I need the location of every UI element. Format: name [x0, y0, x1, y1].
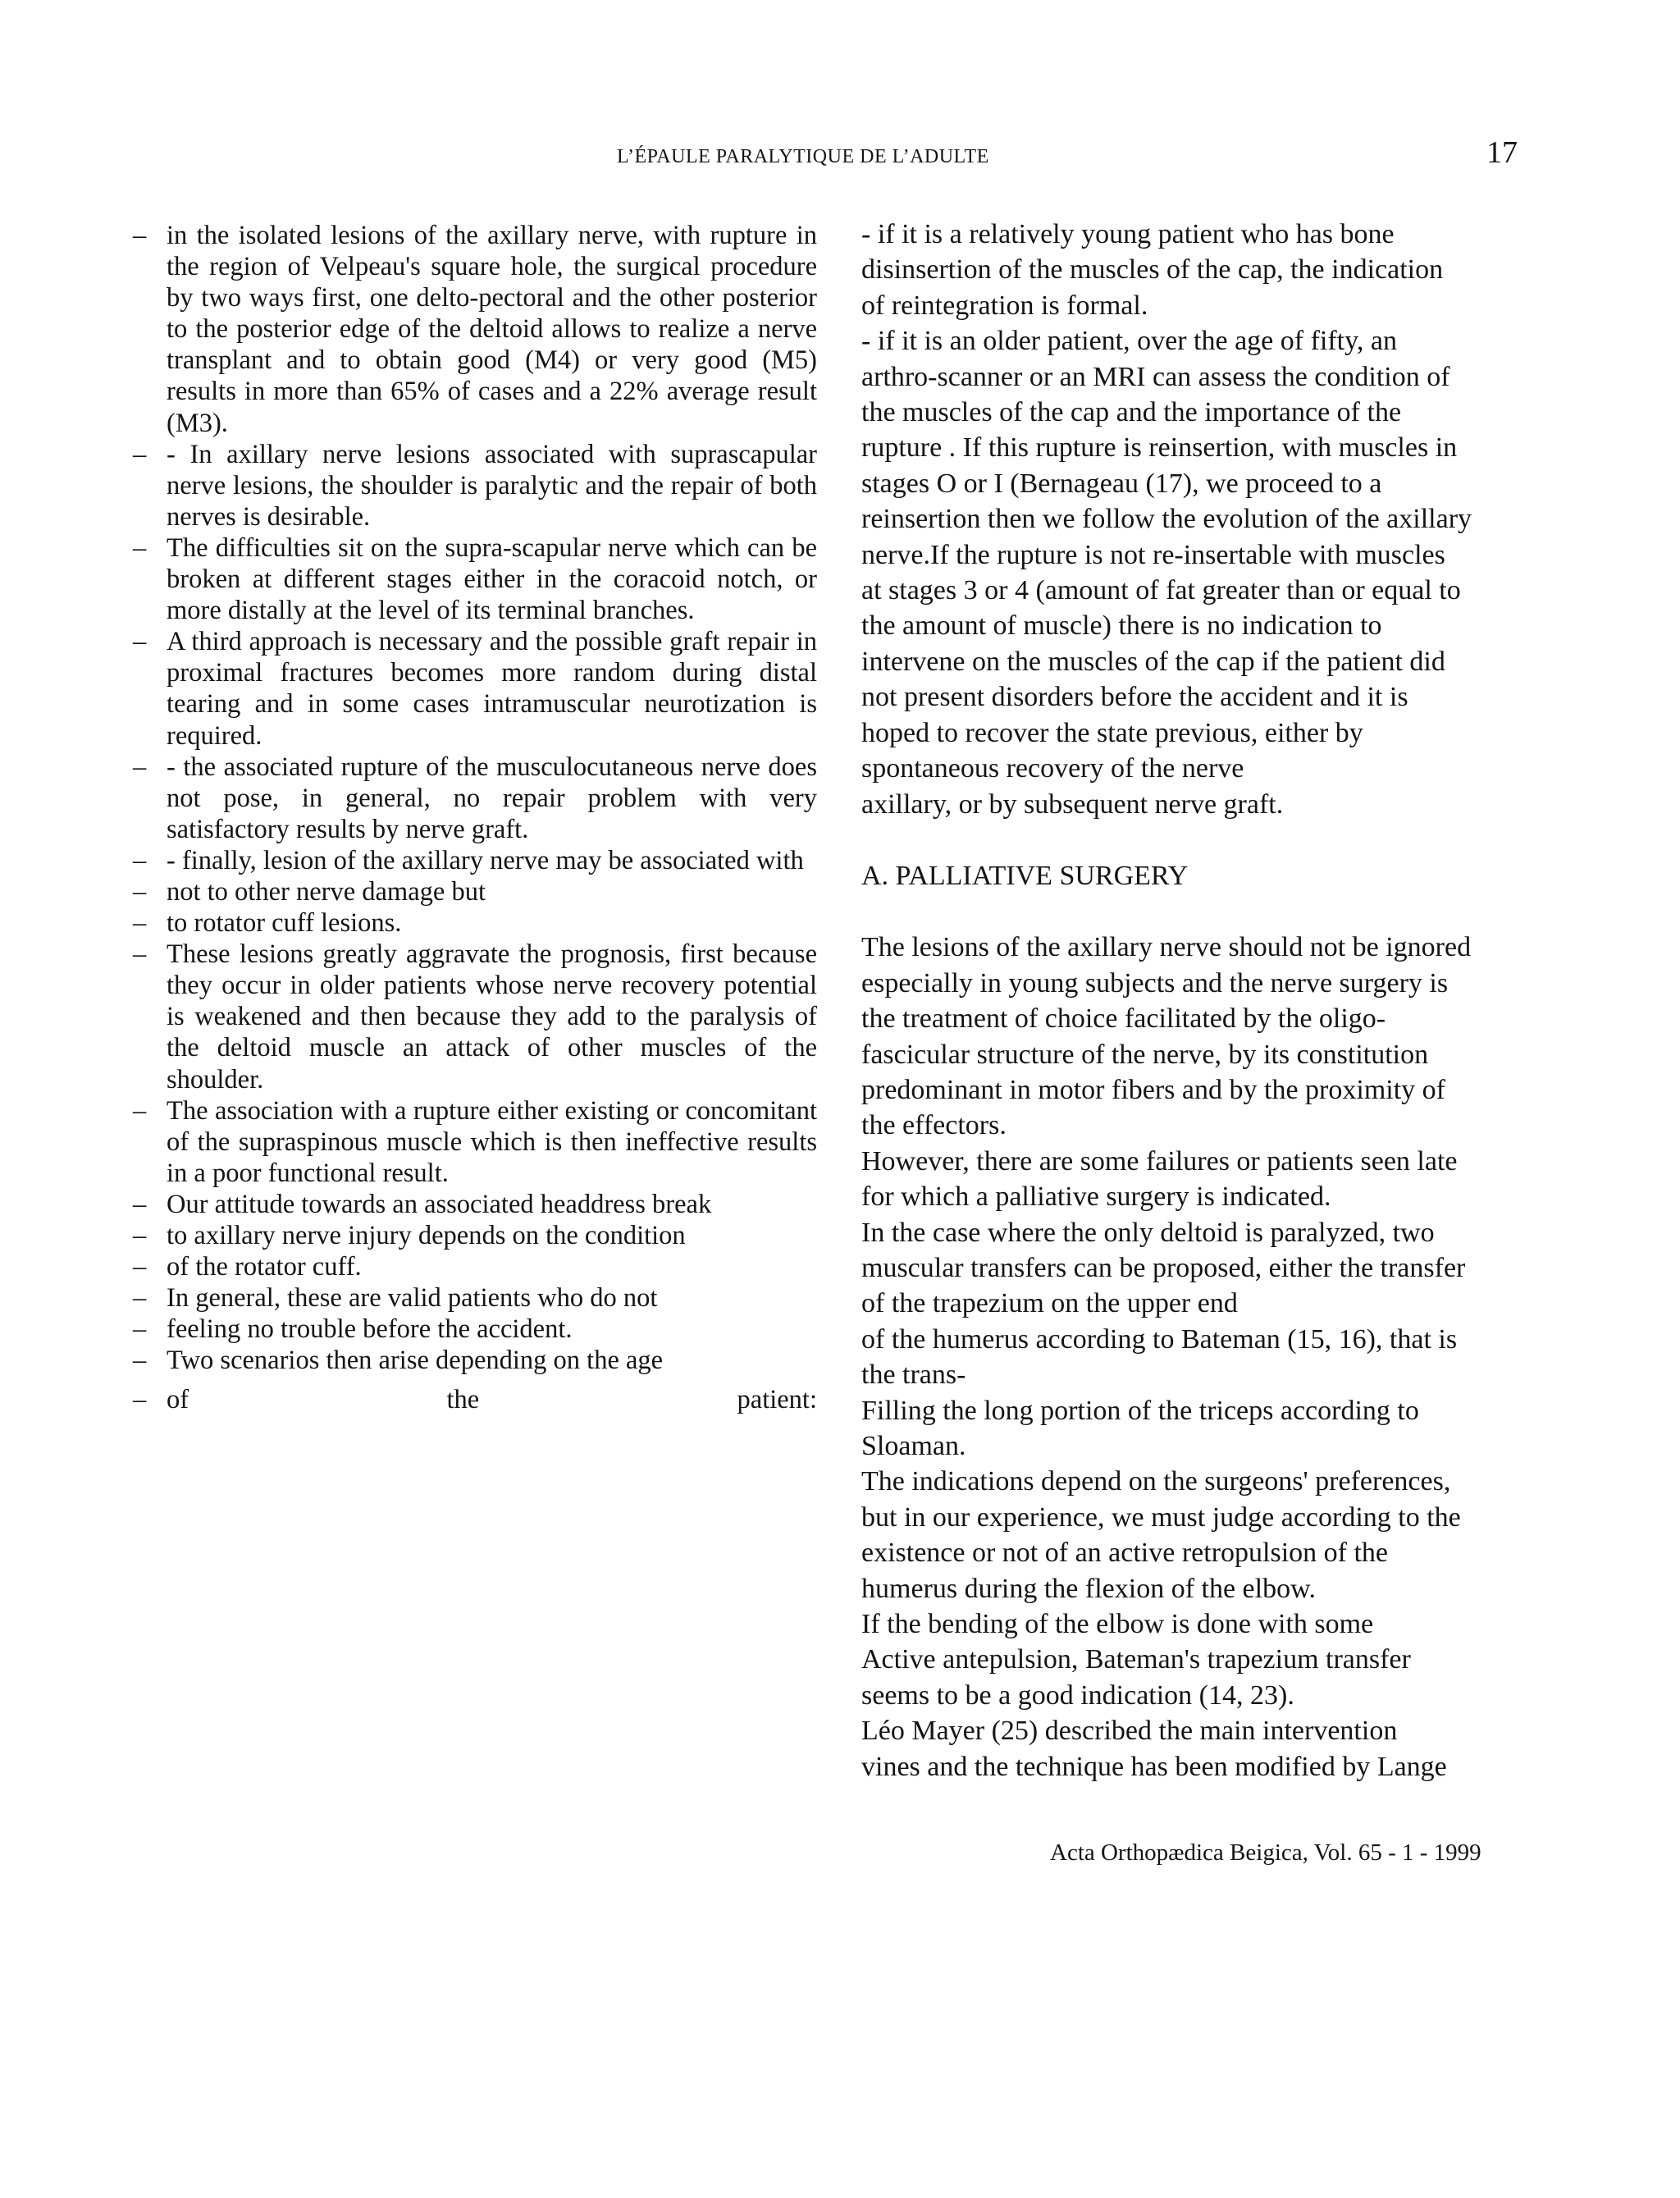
list-item — [121, 220, 817, 439]
list-item-text: The association with a rupture either existing or concomitant of the supraspinous muscle which is then ineffective results in a poor functional result. — [167, 1095, 817, 1188]
text-line: nerve.If the rupture is not re-insertable with muscles — [861, 539, 1445, 570]
dash-bullet: – — [133, 752, 147, 782]
right-paragraphs-top — [861, 217, 1549, 822]
text-line: stages O or I (Bernageau (17), we proceed to a — [861, 468, 1382, 499]
text-line: of the humerus according to Bateman (15, 16), that is — [861, 1323, 1458, 1355]
list-item-text: - In axillary nerve lesions associated with suprascapular nerve lesions, the shoulder is paralytic and the repair of both nerves is desirable. — [167, 439, 817, 532]
text-line: the effectors. — [861, 1110, 1007, 1141]
right-column — [861, 217, 1549, 1784]
text-line: the amount of muscle) there is no indication to — [861, 610, 1382, 642]
list-item — [121, 845, 817, 876]
text-line: especially in young subjects and the nerve surgery is — [861, 967, 1449, 998]
text-line: - if it is an older patient, over the age of fifty, an — [861, 326, 1398, 357]
dash-bullet: – — [133, 1221, 147, 1250]
list-item — [121, 939, 817, 1094]
list-item — [121, 1314, 817, 1345]
list-item-last — [121, 1384, 817, 1415]
text-line: of the trapezium on the upper end — [861, 1288, 1238, 1319]
running-title: L’ÉPAULE PARALYTIQUE DE L’ADULTE — [617, 146, 989, 167]
dash-bullet: – — [133, 1314, 147, 1345]
list-item-text: of the rotator cuff. — [167, 1252, 362, 1282]
dash-bullet: – — [133, 627, 147, 657]
text-line: spontaneous recovery of the nerve — [861, 753, 1244, 784]
list-item — [121, 1095, 817, 1189]
dash-bullet: – — [133, 439, 147, 469]
text-line: seems to be a good indication (14, 23). — [861, 1679, 1294, 1711]
text-line: of reintegration is formal. — [861, 290, 1148, 321]
text-line: at stages 3 or 4 (amount of fat greater than or equal to — [861, 575, 1461, 606]
dash-bullet: – — [133, 221, 147, 250]
list-item — [121, 1345, 817, 1376]
dash-bullet: – — [133, 1346, 147, 1376]
list-item-text: of the patient: — [167, 1385, 817, 1415]
text-line: Léo Mayer (25) described the main intervention — [861, 1716, 1398, 1747]
list-item — [121, 1282, 817, 1314]
dash-bullet: – — [133, 1095, 147, 1126]
text-line: for which a palliative surgery is indicated. — [861, 1181, 1331, 1213]
list-item — [121, 439, 817, 532]
text-line: axillary, or by subsequent nerve graft. — [861, 788, 1284, 820]
journal-citation: Acta Orthopædica Beigica, Vol. 65 - 1 - 1999 — [1050, 1839, 1481, 1866]
text-line: the treatment of choice facilitated by the oligo- — [861, 1003, 1386, 1035]
left-column — [121, 220, 817, 1416]
list-item-text: not to other nerve damage but — [167, 876, 486, 907]
dash-bullet: – — [133, 876, 147, 907]
text-line: Sloaman. — [861, 1431, 966, 1461]
text-line: If the bending of the elbow is done with some — [861, 1609, 1374, 1640]
text-line: hoped to recover the state previous, either by — [861, 717, 1363, 748]
text-line: vines and the technique has been modified by Lange — [861, 1751, 1447, 1782]
text-line: rupture . If this rupture is reinsertion, with muscles in — [861, 432, 1458, 464]
list-item-text: in the isolated lesions of the axillary nerve, with rupture in the region of Velpeau's square hole, the surgical procedure by two ways first, one delto-pectoral and the other posterior to the posterior edge of the deltoid allows to realize a nerve transplant and to obtain good (M4) or very good (M5) results in more than 65% of cases and a 22% average result (M3). — [167, 221, 817, 438]
list-item — [121, 626, 817, 751]
text-line: but in our experience, we must judge according to the — [861, 1501, 1461, 1533]
text-line: humerus during the flexion of the elbow. — [861, 1573, 1316, 1604]
list-item — [121, 752, 817, 845]
list-item-text: The difficulties sit on the supra-scapular nerve which can be broken at different stages either in the coracoid notch, or more distally at the level of its terminal branches. — [167, 532, 817, 626]
text-line: However, there are some failures or patients seen late — [861, 1145, 1458, 1177]
section-title: A. PALLIATIVE SURGERY — [861, 860, 1189, 891]
text-line: Active antepulsion, Bateman's trapezium transfer — [861, 1644, 1411, 1675]
list-item-text: - finally, lesion of the axillary nerve may be associated with — [167, 845, 804, 875]
list-item — [121, 876, 817, 907]
text-line: The indications depend on the surgeons' preferences, — [861, 1466, 1451, 1497]
text-line: the muscles of the cap and the importance of the — [861, 397, 1402, 428]
text-line: intervene on the muscles of the cap if the patient did — [861, 646, 1445, 677]
text-line: fascicular structure of the nerve, by its constitution — [861, 1039, 1429, 1070]
list-item — [121, 1220, 817, 1251]
text-line: predominant in motor fibers and by the proximity of — [861, 1074, 1445, 1105]
list-item-text: Our attitude towards an associated headdress break — [167, 1189, 712, 1219]
text-line: arthro-scanner or an MRI can assess the condition of — [861, 361, 1450, 392]
text-line: existence or not of an active retropulsion of the — [861, 1538, 1388, 1569]
list-item — [121, 532, 817, 626]
dash-bullet: – — [133, 845, 147, 875]
list-item — [121, 907, 817, 939]
right-paragraphs-bottom — [861, 930, 1549, 1784]
dash-bullet: – — [133, 1189, 147, 1219]
dash-bullet: – — [133, 939, 147, 970]
list-item-text: - the associated rupture of the musculocutaneous nerve does not pose, in general, no repair problem with very satisfactory results by nerve graft. — [167, 752, 817, 844]
list-item-text: feeling no trouble before the accident. — [167, 1314, 573, 1345]
text-line: disinsertion of the muscles of the cap, the indication — [861, 254, 1444, 286]
text-line: Filling the long portion of the triceps according to — [861, 1395, 1419, 1426]
list-item — [121, 1189, 817, 1220]
dash-bullet: – — [133, 532, 147, 563]
page-number: 17 — [1486, 135, 1518, 170]
list-item-text: to axillary nerve injury depends on the condition — [167, 1221, 686, 1250]
dash-bullet: – — [133, 908, 147, 939]
text-line: the trans- — [861, 1359, 966, 1391]
list-item-text: Two scenarios then arise depending on the age — [167, 1346, 664, 1376]
text-line: In the case where the only deltoid is paralyzed, two — [861, 1217, 1435, 1248]
dash-bullet: – — [133, 1385, 147, 1415]
list-item-text: These lesions greatly aggravate the prognosis, first because they occur in older patients whose nerve recovery potential is weakened and then because they add to the paralysis of the deltoid muscle an attack of other muscles of the shoulder. — [167, 939, 817, 1094]
dash-bullet: – — [133, 1252, 147, 1282]
text-line: The lesions of the axillary nerve should not be ignored — [861, 932, 1472, 963]
text-line: muscular transfers can be proposed, either the transfer — [861, 1252, 1466, 1283]
list-item-text: In general, these are valid patients who do not — [167, 1283, 658, 1314]
list-item-text: A third approach is necessary and the possible graft repair in proximal fractures becomes more random during distal tearing and in some cases intramuscular neurotization is required. — [167, 627, 817, 751]
text-line: - if it is a relatively young patient who has bone — [861, 219, 1395, 249]
text-line: not present disorders before the accident and it is — [861, 682, 1408, 713]
dash-bullet: – — [133, 1283, 147, 1314]
list-item-text: to rotator cuff lesions. — [167, 908, 402, 939]
text-line: reinsertion then we follow the evolution of the axillary — [861, 504, 1472, 535]
list-item — [121, 1251, 817, 1282]
